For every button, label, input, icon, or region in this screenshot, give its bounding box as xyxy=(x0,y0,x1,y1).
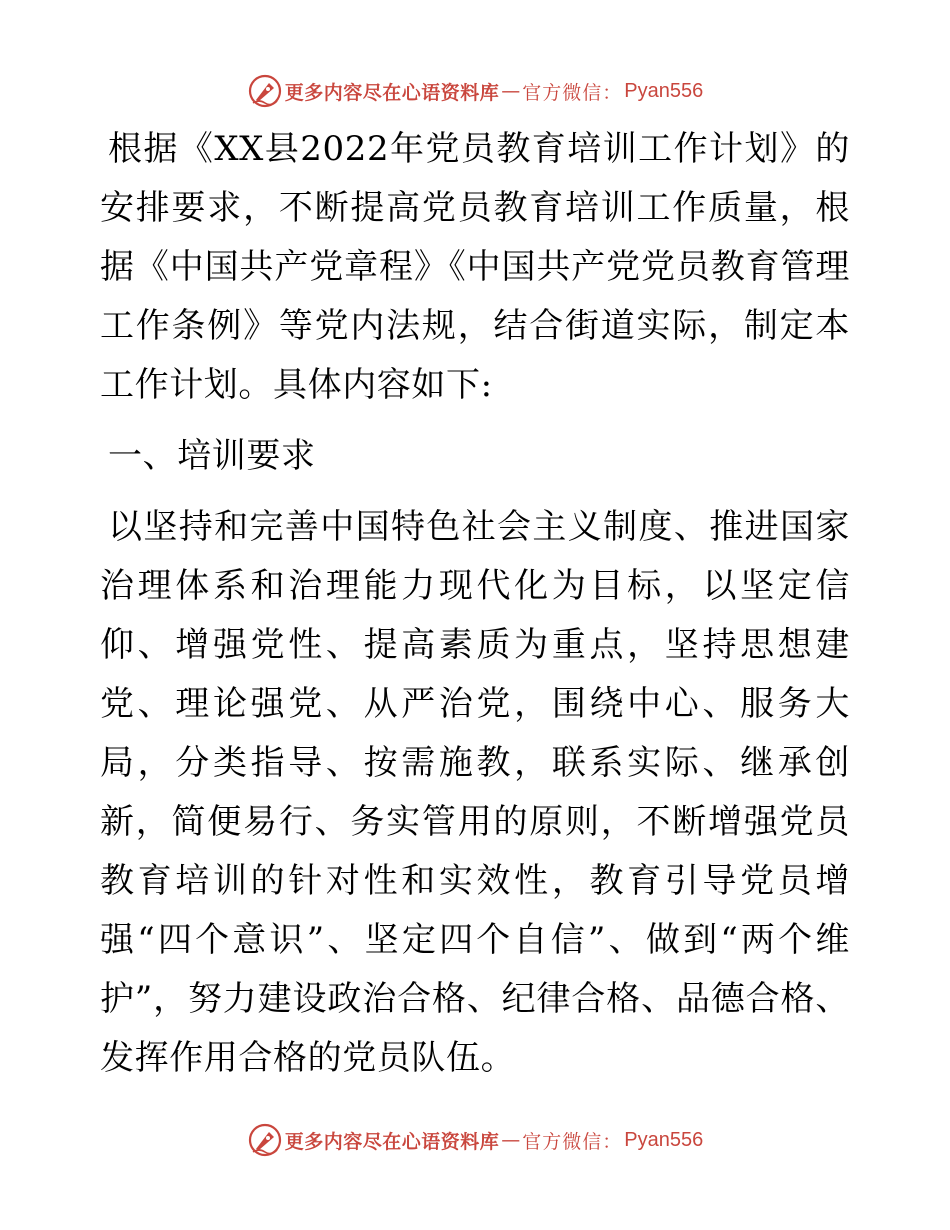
footer-watermark-banner xyxy=(0,1120,950,1160)
banner-brand-text: 更多内容尽在心语资料库 xyxy=(284,1130,500,1153)
pen-nib-logo-icon xyxy=(247,1122,283,1158)
intro-paragraph: 根据《XX县2022年党员教育培训工作计划》的安排要求，不断提高党员教育培训工作质量，根据《中国共产党章程》《中国共产党党员教育管理工作条例》等党内法规，结合街道实际，制定本工作计划。具体内容如下: xyxy=(100,129,850,405)
requirements-paragraph: 以坚持和完善中国特色社会主义制度、推进国家治理体系和治理能力现代化为目标，以坚定信仰、增强党性、提高素质为重点，坚持思想建党、理论强党、从严治党，围绕中心、服务大局，分类指导、按需施教，联系实际、继承创新，简便易行、务实管用的原则，不断增强党员教育培训的针对性和实效性，教育引导党员增强“四个意识”、坚定四个自信”、做到“两个维护”，努力建设政治合格、纪律合格、品德合格、发挥作用合格的党员队伍。 xyxy=(100,507,850,1078)
section-heading: 一、培训要求 xyxy=(108,436,316,476)
header-watermark-banner xyxy=(0,71,950,111)
banner-brand-text: 更多内容尽在心语资料库 xyxy=(284,81,500,104)
banner-separator: — xyxy=(501,80,521,102)
banner-wechat-id: Pyan556 xyxy=(624,1128,704,1151)
banner-wechat-label: 官方微信： xyxy=(522,81,623,104)
banner-wechat-label: 官方微信： xyxy=(522,1130,623,1153)
banner-separator: — xyxy=(501,1129,521,1151)
pen-nib-logo-icon xyxy=(247,73,283,109)
document-body xyxy=(100,120,850,1088)
banner-wechat-id: Pyan556 xyxy=(624,79,704,102)
